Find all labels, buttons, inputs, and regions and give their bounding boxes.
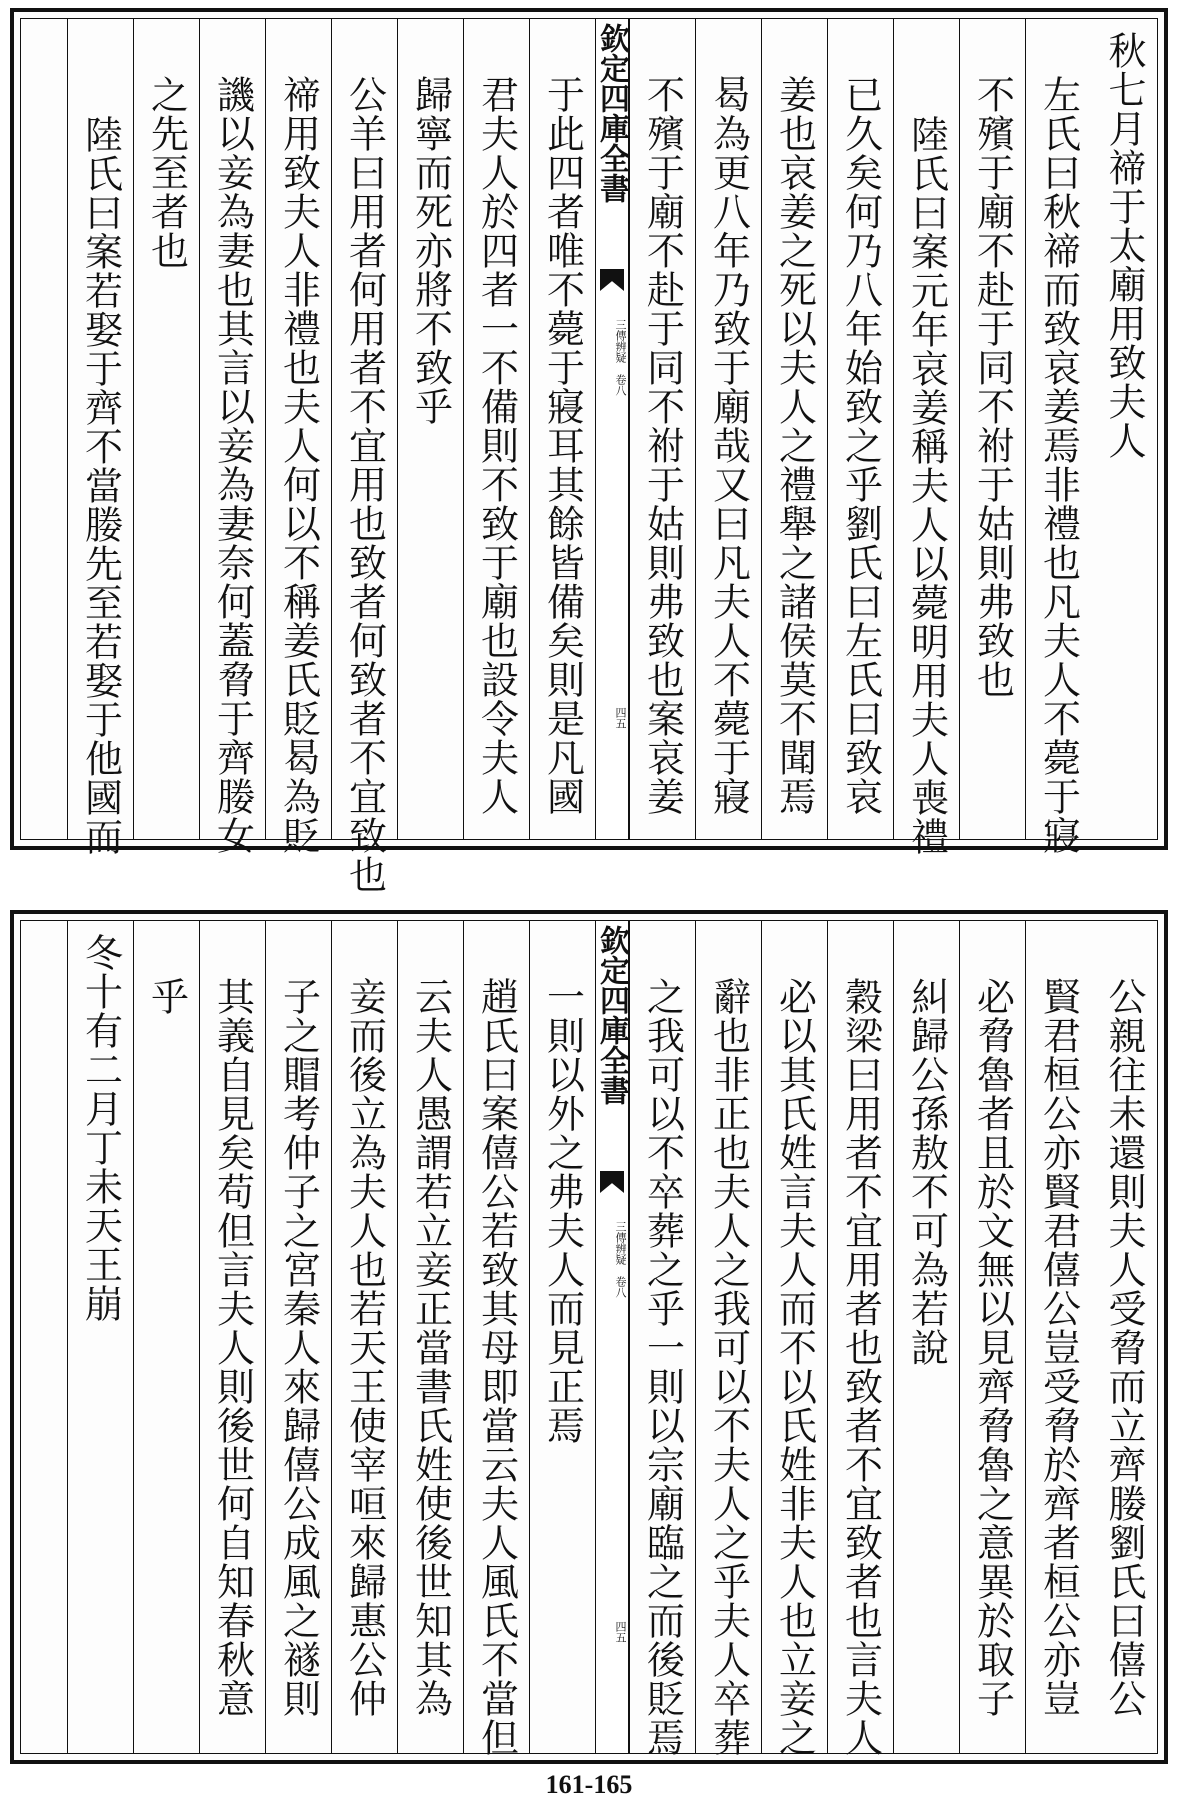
text-column — [893, 921, 959, 1753]
spine-title: 欽定四庫全書 — [594, 23, 629, 203]
spine-folio: 四五 — [614, 707, 627, 729]
text-column — [199, 921, 265, 1753]
text-column — [67, 921, 133, 1753]
text-column — [199, 19, 265, 855]
column-text: 穀梁曰用者不宜用者也致者不宜致者也言夫人 — [838, 977, 883, 1757]
column-text: 糾歸公孫敖不可為若說 — [904, 977, 949, 1367]
column-text: 必以其氏姓言夫人而不以氏姓非夫人也立妾之 — [772, 977, 817, 1757]
upper-page — [10, 8, 1168, 894]
text-column — [1091, 19, 1157, 839]
column-text: 歸寧而死亦將不致乎 — [408, 75, 453, 426]
center-spine — [595, 921, 629, 1753]
column-text: 于此四者唯不薨于寢耳其餘皆備矣則是凡國 — [540, 75, 585, 816]
spine-volume: 三傳辨疑 卷八 — [614, 319, 627, 396]
text-column — [265, 921, 331, 1753]
text-column — [529, 19, 595, 839]
text-column — [893, 19, 959, 856]
text-column — [463, 921, 529, 1757]
column-text: 已久矣何乃八年始致之乎劉氏曰左氏曰致哀 — [838, 75, 883, 816]
column-text: 子之賵考仲子之宮秦人來歸僖公成風之禭則 — [276, 977, 321, 1718]
text-column — [265, 19, 331, 855]
text-column — [629, 19, 695, 839]
column-text: 秋七月禘于太廟用致夫人 — [1102, 31, 1146, 460]
text-column — [1025, 19, 1091, 855]
column-text: 冬十有二月丁未天王崩 — [78, 933, 123, 1323]
center-spine — [595, 19, 629, 839]
text-column — [695, 921, 761, 1757]
text-column — [397, 921, 463, 1753]
column-text: 趙氏曰案僖公若致其母即當云夫人風氏不當但 — [474, 977, 519, 1757]
text-column — [397, 19, 463, 839]
column-text: 不殯于廟不赴于同不祔于姑則弗致也案哀姜 — [640, 75, 685, 816]
spine-title: 欽定四庫全書 — [594, 925, 629, 1105]
text-column — [133, 19, 199, 839]
column-text: 姜也哀姜之死以夫人之禮舉之諸侯莫不聞焉 — [772, 75, 817, 816]
text-column — [827, 921, 893, 1757]
text-column — [959, 19, 1025, 839]
column-text: 必脅魯者且於文無以見齊脅魯之意異於取子 — [970, 977, 1015, 1718]
column-text: 公羊曰用者何用者不宜用也致者何致者不宜致也 — [342, 75, 387, 894]
column-text: 一則以外之弗夫人而見正焉 — [540, 977, 585, 1445]
upper-text-frame — [20, 18, 1158, 894]
page-number: 161-165 — [545, 1770, 633, 1799]
lower-page — [10, 910, 1168, 1764]
column-text: 賢君桓公亦賢君僖公豈受脅於齊者桓公亦豈 — [1036, 977, 1081, 1718]
column-text: 辭也非正也夫人之我可以不夫人之乎夫人卒葬 — [706, 977, 751, 1757]
text-column — [695, 19, 761, 839]
column-text: 禘用致夫人非禮也夫人何以不稱姜氏貶曷為貶 — [276, 75, 321, 855]
text-column — [67, 19, 133, 856]
column-text: 曷為更八年乃致于廟哉又曰凡夫人不薨于寢 — [706, 75, 751, 816]
text-column — [761, 19, 827, 839]
text-column — [761, 921, 827, 1757]
column-text: 不殯于廟不赴于同不祔于姑則弗致也 — [970, 75, 1015, 699]
spine-folio: 四五 — [614, 1621, 627, 1643]
column-text: 陸氏曰案元年哀姜稱夫人以薨明用夫人喪禮 — [904, 115, 949, 856]
text-column — [1091, 921, 1157, 1753]
text-column — [463, 19, 529, 839]
lower-text-frame — [20, 920, 1158, 1757]
column-text: 左氏曰秋禘而致哀姜焉非禮也凡夫人不薨于寢 — [1036, 75, 1081, 855]
text-column — [331, 921, 397, 1753]
text-column — [331, 19, 397, 894]
column-text: 君夫人於四者一不備則不致于廟也設令夫人 — [474, 75, 519, 816]
column-text: 妾而後立為夫人也若天王使宰咺來歸惠公仲 — [342, 977, 387, 1718]
text-column — [629, 921, 695, 1757]
fishtail-mark — [600, 269, 624, 291]
text-column — [529, 921, 595, 1753]
spine-volume: 三傳辨疑 卷八 — [614, 1221, 627, 1298]
column-text: 譏以妾為妻也其言以妾為妻奈何蓋脅于齊媵女 — [210, 75, 255, 855]
text-column — [1025, 921, 1091, 1753]
fishtail-mark — [600, 1171, 624, 1193]
column-text: 之我可以不卒葬之乎一則以宗廟臨之而後貶焉 — [640, 977, 685, 1757]
column-text: 陸氏曰案若娶于齊不當媵先至若娶于他國而 — [78, 115, 123, 856]
text-column — [827, 19, 893, 839]
text-column — [959, 921, 1025, 1753]
column-text: 其義自見矣苟但言夫人則後世何自知春秋意 — [210, 977, 255, 1718]
column-text: 乎 — [144, 977, 189, 1016]
column-text: 公親往未還則夫人受脅而立齊媵劉氏曰僖公 — [1102, 977, 1146, 1718]
text-column — [133, 921, 199, 1753]
column-text: 云夫人愚謂若立妾正當書氏姓使後世知其為 — [408, 977, 453, 1718]
column-text: 之先至者也 — [144, 75, 189, 270]
